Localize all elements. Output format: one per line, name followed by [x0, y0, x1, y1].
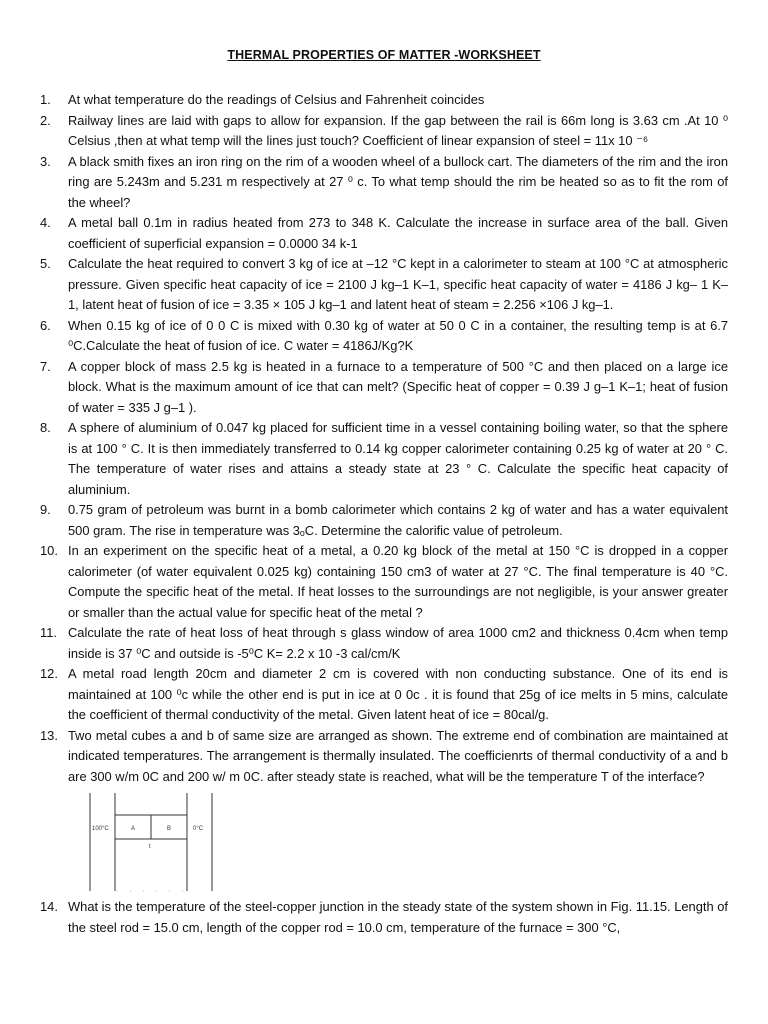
question-item	[40, 357, 728, 419]
question-item	[40, 726, 728, 788]
question-list	[40, 90, 728, 938]
question-number: 14.	[40, 899, 58, 914]
question-number: 11.	[40, 625, 57, 640]
question-item	[40, 316, 728, 357]
question-number: 7.	[40, 358, 51, 374]
question-text: Two metal cubes a and b of same size are arranged as shown. The extreme end of combination are maintained at indicated temperatures. The arrangement is thermally insulated. The coefficienrts of thermal conductivity of a and b are 300 w/m 0C and 200 w/ m 0C. after steady state is reached, what will be the temperature T of the interface?	[68, 727, 728, 784]
worksheet-title: THERMAL PROPERTIES OF MATTER -WORKSHEET	[227, 48, 541, 62]
question-text: A metal road length 20cm and diameter 2 cm is covered with non conducting substance. One of its end is maintained at 100 ⁰c while the other end is put in ice at 0 0c . it is found that 25g of ice melts in 5 mins, calculate the coefficient of thermal conductivity of the metal. Given latent heat of ice = 80cal/g.	[68, 666, 728, 722]
question-item	[40, 418, 728, 500]
left-temp-label: 100°C	[92, 826, 109, 832]
interface-label: t	[149, 844, 151, 850]
question-number: 3.	[40, 153, 51, 169]
question-number: 13.	[40, 727, 58, 743]
cubes-figure	[87, 791, 217, 895]
question-number: 4.	[40, 215, 51, 230]
question-number: 8.	[40, 420, 51, 435]
question-number: 1.	[40, 92, 51, 107]
question-item	[40, 623, 728, 664]
question-item	[40, 664, 728, 726]
cube-a-label: A	[131, 826, 136, 832]
question-text: In an experiment on the specific heat of a metal, a 0.20 kg block of the metal at 150 °C is dropped in a copper calorimeter (of water equivalent 0.025 kg) containing 150 cm3 of water at 27 °C. The final temperature is 40 °C. Compute the specific heat of the metal. If heat losses to the surroundings are not negligible, is your answer greater or smaller than the actual value for specific heat of the metal ?	[68, 543, 728, 620]
question-number: 10.	[40, 543, 58, 558]
question-item	[40, 254, 728, 316]
question-item	[40, 897, 728, 938]
question-number: 5.	[40, 256, 51, 271]
question-text: Railway lines are laid with gaps to allow for expansion. If the gap between the rail is 66m long is 3.63 cm .At 10 ⁰ Celsius ,then at what temp will the lines just touch? Coefficient of linear expansion of steel = 11x 10 ⁻⁶	[68, 112, 728, 148]
question-text: A copper block of mass 2.5 kg is heated in a furnace to a temperature of 500 °C and then placed on a large ice block. What is the maximum amount of ice that can melt? (Specific heat of copper = 0.39 J g–1 K–1; heat of fusion of water = 335 J g–1 ).	[68, 358, 728, 415]
question-number: 6.	[40, 317, 51, 333]
question-item	[40, 213, 728, 254]
question-number: 2.	[40, 112, 51, 128]
question-item	[40, 500, 728, 541]
question-number: 9.	[40, 502, 51, 517]
figure-container	[40, 787, 728, 897]
question-item	[40, 111, 728, 152]
question-text: A black smith fixes an iron ring on the rim of a wooden wheel of a bullock cart. The diameters of the rim and the iron ring are 5.243m and 5.231 m respectively at 27 ⁰ c. To what temp should the rim be heated so as to fit the rom of the wheel?	[68, 153, 728, 210]
question-number: 12.	[40, 666, 58, 681]
question-text: 0.75 gram of petroleum was burnt in a bomb calorimeter which contains 2 kg of water and has a water equivalent 500 gram. The rise in temperature was 3ₒC. Determine the calorific value of petroleum.	[68, 502, 728, 538]
question-text: When 0.15 kg of ice of 0 0 C is mixed with 0.30 kg of water at 50 0 C in a container, the resulting temp is at 6.7 ⁰C.Calculate the heat of fusion of ice. C water = 4186J/Kg?K	[68, 317, 728, 353]
right-temp-label: 0°C	[193, 826, 204, 832]
question-item	[40, 541, 728, 623]
question-item	[40, 152, 728, 214]
question-text: A metal ball 0.1m in radius heated from 273 to 348 K. Calculate the increase in surface area of the ball. Given coefficient of superficial expansion = 0.0000 34 k-1	[68, 215, 728, 251]
question-text: Calculate the rate of heat loss of heat through s glass window of area 1000 cm2 and thickness 0.4cm when temp inside is 37 ⁰C and outside is -5⁰C K= 2.2 x 10 -3 cal/cm/K	[68, 625, 728, 661]
cube-b-label: B	[167, 826, 172, 832]
question-text: What is the temperature of the steel-copper junction in the steady state of the system shown in Fig. 11.15. Length of the steel rod = 15.0 cm, length of the copper rod = 10.0 cm, temperature of the furnace = 300 °C,	[68, 899, 728, 935]
question-text: A sphere of aluminium of 0.047 kg placed for sufficient time in a vessel containing boiling water, so that the sphere is at 100 ° C. It is then immediately transferred to 0.14 kg copper calorimeter containing 0.25 kg of water at 20 ° C. The temperature of water rises and attains a steady state at 23 ° C. Calculate the specific heat capacity of aluminium.	[68, 420, 728, 497]
question-text: Calculate the heat required to convert 3 kg of ice at –12 °C kept in a calorimeter to steam at 100 °C at atmospheric pressure. Given specific heat capacity of ice = 2100 J kg–1 K–1, specific heat capacity of water = 4186 J kg– 1 K–1, latent heat of fusion of ice = 3.35 × 105 J kg–1 and latent heat of steam = 2.256 ×106 J kg–1.	[68, 256, 728, 312]
question-text: At what temperature do the readings of Celsius and Fahrenheit coincides	[68, 92, 485, 107]
question-item	[40, 90, 728, 111]
